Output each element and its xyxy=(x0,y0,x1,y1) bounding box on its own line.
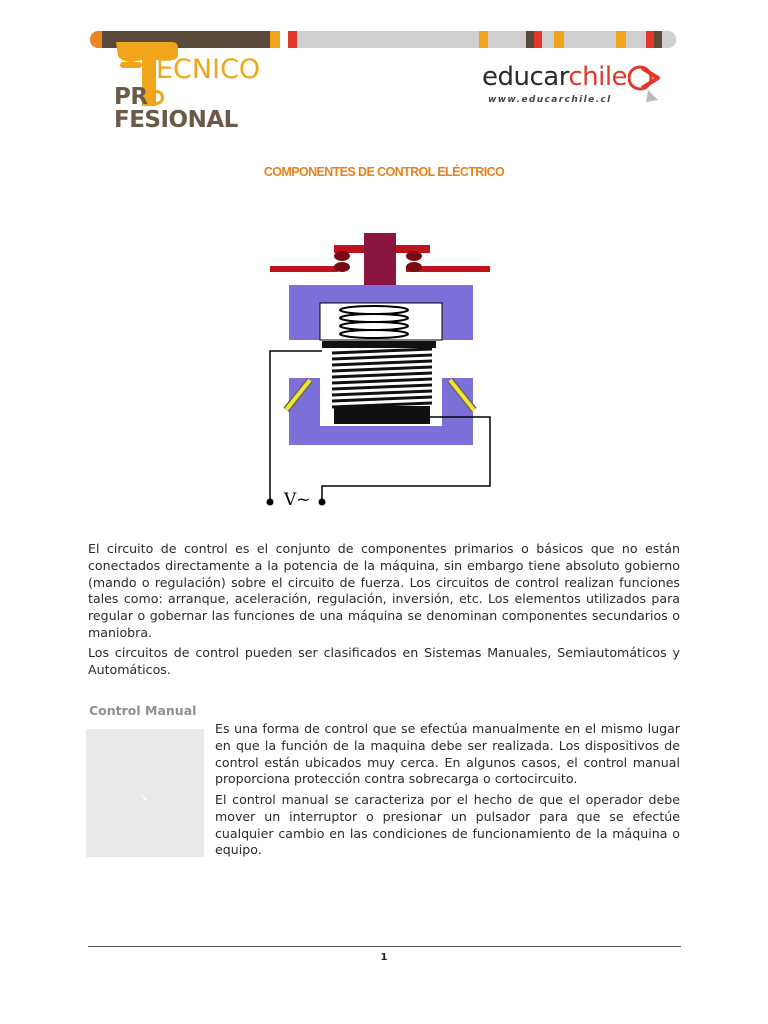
broken-image-icon: ➘ xyxy=(139,791,149,804)
contactor-diagram xyxy=(262,228,502,518)
voltage-label: V~ xyxy=(284,490,311,510)
page-number: 1 xyxy=(380,952,388,963)
image-placeholder xyxy=(86,729,204,857)
intro-paragraph-1: El circuito de control es el conjunto de componentes primarios o básicos que no están conectados directamente a la potencia de la máquina, sin embargo tiene absoluto gobierno (mando o regulación) sobre el circuito de fuerza. Los circuitos de control realizan funciones tales como: arranque, aceleración, regulación, inversión, etc. Los elementos utilizados para regular o gobernar las funciones de una máquina se denominan componentes secundarios o maniobra. xyxy=(88,541,680,640)
intro-paragraph-2: Los circuitos de control pueden ser clasificados en Sistemas Manuales, Semiautomáticos y Automáticos. xyxy=(88,645,680,677)
control-manual-paragraph-2: El control manual se caracteriza por el hecho de que el operador debe mover un interruptor o presionar un pulsador para que se efectúe cualquier cambio en las condiciones de funcionamiento de la máquina o equipo. xyxy=(215,792,680,858)
educarchile-url: www.educarchile.cl xyxy=(488,95,612,105)
footer-rule xyxy=(88,946,681,947)
tecnico-profesional-logo xyxy=(112,40,272,133)
control-manual-paragraph-1: Es una forma de control que se efectúa manualmente en el mismo lugar en que la función de la maquina debe ser realizada. Los dispositivos de control están ubicados muy cerca. En algunos casos, el control manual proporciona protección contra sobrecarga o cortocircuito. xyxy=(215,721,680,787)
section-heading-control-manual: Control Manual xyxy=(89,703,197,718)
educarchile-logo xyxy=(482,64,672,114)
educarchile-arrow-icon xyxy=(628,60,662,104)
logo-tecnico-text: ÉCNICO xyxy=(156,54,261,85)
logo-profesional-text: PRFESIONAL xyxy=(114,84,238,133)
educarchile-name: educarchile xyxy=(482,62,628,92)
document-title: COMPONENTES DE CONTROL ELÉCTRICO xyxy=(263,165,505,179)
logo-o-ring-icon xyxy=(149,90,164,105)
